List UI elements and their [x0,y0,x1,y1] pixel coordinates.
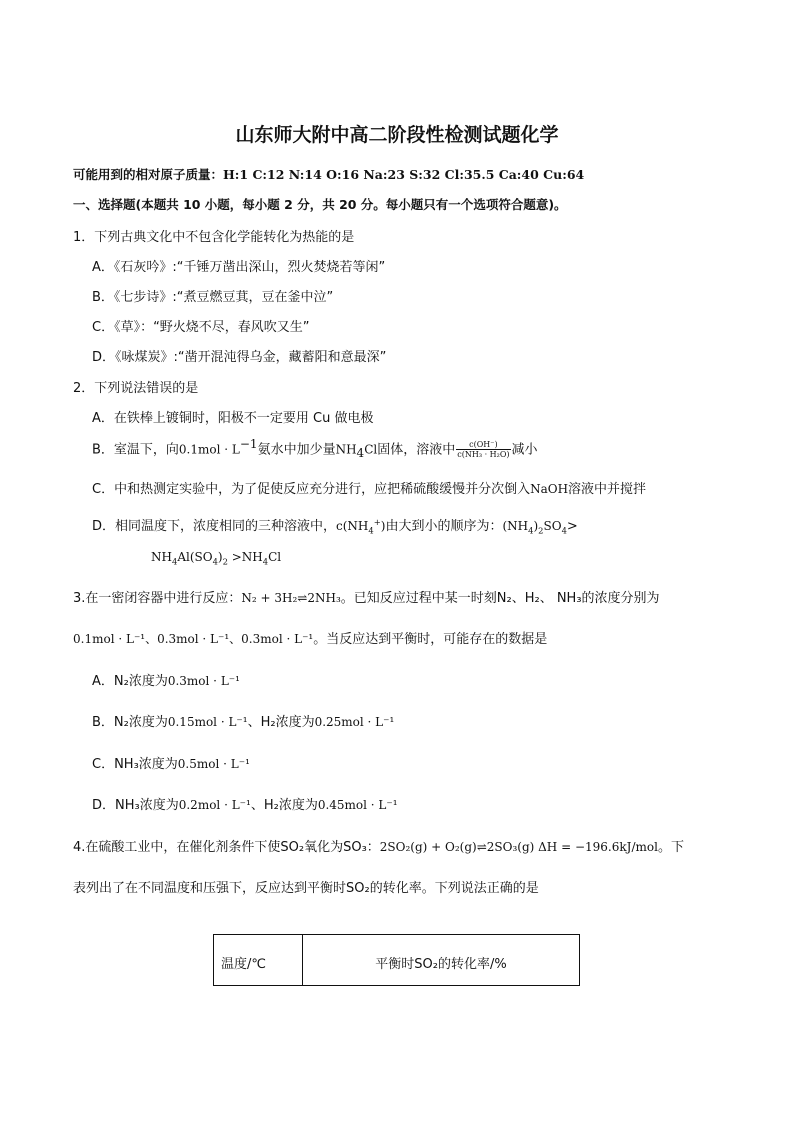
q2-option-a: A．在铁棒上镀铜时，阳极不一定要用 Cu 做电极 [92,411,374,426]
q2-option-c: C．中和热测定实验中，为了促使反应充分进行，应把稀硫酸缓慢并分次倒入NaOH溶液中并搅拌 [92,482,647,497]
q3-stem-line2: 0.1mol · L⁻¹、0.3mol · L⁻¹、0.3mol · L⁻¹。当反应达到平衡时，可能存在的数据是 [73,632,548,647]
q2-option-d-continued: $NH_4Al(SO_4)_2 >NH_4Cl$ [151,550,282,567]
q1-option-a: A．《石灰吟》:“千锤万凿出深山，烈火焚烧若等闲” [92,260,386,275]
q3-option-a: A．N₂浓度为0.3mol · L⁻¹ [92,674,240,689]
q4-stem-line2: 表列出了在不同温度和压强下，反应达到平衡时SO₂的转化率。下列说法正确的是 [73,881,539,896]
q3-stem: 3.在一密闭容器中进行反应：N₂ + 3H₂⇌2NH₃。已知反应过程中某一时刻N₂、H₂、 NH₃的浓度分别为 [73,591,660,606]
section-heading: 一、选择题(本题共 10 小题，每小题 2 分，共 20 分。每小题只有一个选项符合题意)。 [73,197,567,212]
q1-option-c: C．《草》：“野火烧不尽，春风吹又生” [92,320,310,335]
q2-stem: 2．下列说法错误的是 [73,381,199,396]
q1-option-b: B．《七步诗》:“煮豆燃豆萁，豆在釜中泣” [92,290,334,305]
q3-option-d: D．NH₃浓度为0.2mol · L⁻¹、H₂浓度为0.45mol · L⁻¹ [92,798,398,813]
q4-stem: 4.在硫酸工业中，在催化剂条件下使SO₂氧化为SO₃：2SO₂(g) + O₂(g)⇌2SO₃(g) ΔH = −196.6kJ/mol。下 [73,840,684,855]
q3-option-b: B．N₂浓度为0.15mol · L⁻¹、H₂浓度为0.25mol · L⁻¹ [92,715,395,730]
concentration-ratio-fraction: $\frac{c(OH^-)}{\text{c(NH₃ · H₂O)}}$ [457,440,510,460]
atomic-masses: 可能用到的相对原子质量：H:1 C:12 N:14 O:16 Na:23 S:32 Cl:35.5 Ca:40 Cu:64 [73,167,585,182]
q1-stem: 1．下列古典文化中不包含化学能转化为热能的是 [73,230,355,245]
conversion-table [213,934,580,986]
page-title: 山东师大附中高二阶段性检测试题化学 [235,124,559,146]
q2-option-d: D．相同温度下，浓度相同的三种溶液中，$c(NH_4^+)$由大到小的顺序为：$(NH_4)_2SO_4>$ [92,517,578,536]
table-header-conversion: 平衡时SO₂的转化率/% [375,957,507,972]
q1-option-d: D．《咏煤炭》:“凿开混沌得乌金，藏蓄阳和意最深” [92,350,387,365]
q3-option-c: C．NH₃浓度为0.5mol · L⁻¹ [92,757,250,772]
table-header-temperature: 温度/℃ [214,935,303,985]
q2-option-b: B．室温下，向$0.1mol \cdot L^{-1}$氨水中加少量$NH_4Cl$固体，溶液中 $\frac{c(OH^-)}{\text{c(NH₃ · H₂O)}}$ 减小 [92,437,538,460]
